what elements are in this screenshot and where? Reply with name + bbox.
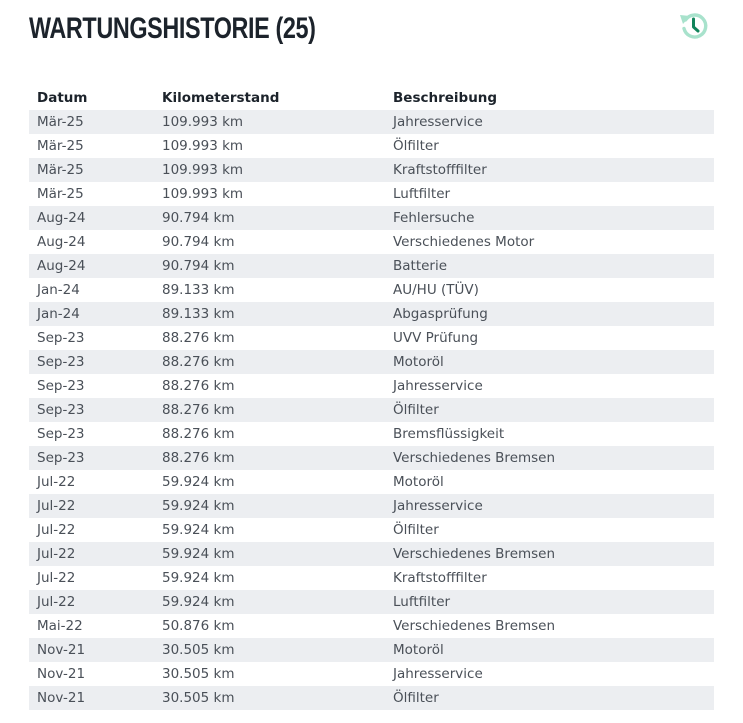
cell-description: Ölfilter bbox=[393, 522, 439, 538]
table-row bbox=[29, 254, 714, 278]
table-row bbox=[29, 374, 714, 398]
cell-date: Jul-22 bbox=[37, 522, 76, 538]
cell-description: Verschiedenes Bremsen bbox=[385, 542, 714, 566]
cell-date: Sep-23 bbox=[29, 446, 154, 470]
table-row bbox=[29, 662, 714, 686]
cell-date: Aug-24 bbox=[29, 254, 154, 278]
column-header-date: Datum bbox=[37, 90, 88, 106]
cell-mileage: 50.876 km bbox=[162, 618, 235, 634]
cell-date: Nov-21 bbox=[29, 686, 154, 710]
cell-description: Ölfilter bbox=[393, 138, 439, 154]
table-row bbox=[29, 182, 714, 206]
cell-description: Luftfilter bbox=[385, 590, 714, 614]
table-row bbox=[29, 494, 714, 518]
cell-date: Sep-23 bbox=[37, 330, 85, 346]
table-row bbox=[29, 422, 714, 446]
cell-mileage: 90.794 km bbox=[154, 206, 385, 230]
cell-mileage: 88.276 km bbox=[162, 426, 235, 442]
cell-description: Verschiedenes Bremsen bbox=[393, 618, 556, 634]
cell-description: Motoröl bbox=[385, 638, 714, 662]
table-row bbox=[29, 470, 714, 494]
cell-date: Mai-22 bbox=[37, 618, 83, 634]
cell-mileage: 109.993 km bbox=[154, 158, 385, 182]
cell-mileage: 59.924 km bbox=[154, 542, 385, 566]
cell-date: Aug-24 bbox=[29, 206, 154, 230]
maintenance-history-table bbox=[29, 86, 714, 710]
cell-date: Mär-25 bbox=[29, 158, 154, 182]
cell-description: Luftfilter bbox=[393, 186, 451, 202]
cell-date: Jan-24 bbox=[29, 302, 154, 326]
table-row bbox=[29, 326, 714, 350]
cell-description: Fehlersuche bbox=[385, 206, 714, 230]
cell-mileage: 88.276 km bbox=[154, 446, 385, 470]
cell-description: Jahresservice bbox=[385, 110, 714, 134]
cell-mileage: 88.276 km bbox=[162, 378, 235, 394]
cell-date: Mär-25 bbox=[37, 186, 84, 202]
cell-mileage: 89.133 km bbox=[154, 302, 385, 326]
cell-mileage: 109.993 km bbox=[154, 110, 385, 134]
cell-date: Nov-21 bbox=[37, 666, 86, 682]
table-row bbox=[29, 158, 714, 182]
history-clock-icon bbox=[677, 9, 711, 43]
table-row bbox=[29, 206, 714, 230]
cell-date: Sep-23 bbox=[29, 398, 154, 422]
cell-date: Jul-22 bbox=[29, 494, 154, 518]
cell-description: Motoröl bbox=[393, 474, 444, 490]
cell-description: Verschiedenes Bremsen bbox=[385, 446, 714, 470]
table-row bbox=[29, 398, 714, 422]
cell-description: Motoröl bbox=[385, 350, 714, 374]
cell-mileage: 59.924 km bbox=[162, 474, 235, 490]
cell-mileage: 89.133 km bbox=[162, 282, 235, 298]
history-button[interactable] bbox=[676, 8, 712, 44]
cell-description: Bremsflüssigkeit bbox=[393, 426, 505, 442]
cell-description: UVV Prüfung bbox=[393, 330, 479, 346]
cell-date: Mär-25 bbox=[29, 110, 154, 134]
table-row bbox=[29, 134, 714, 158]
table-row bbox=[29, 638, 714, 662]
cell-mileage: 30.505 km bbox=[154, 686, 385, 710]
table-row bbox=[29, 542, 714, 566]
cell-description: Kraftstofffilter bbox=[393, 570, 487, 586]
table-row bbox=[29, 446, 714, 470]
table-row bbox=[29, 302, 714, 326]
cell-mileage: 59.924 km bbox=[162, 522, 235, 538]
cell-mileage: 59.924 km bbox=[154, 590, 385, 614]
table-row bbox=[29, 686, 714, 710]
cell-description: Jahresservice bbox=[385, 494, 714, 518]
cell-description: Kraftstofffilter bbox=[385, 158, 714, 182]
cell-description: Abgasprüfung bbox=[385, 302, 714, 326]
table-row bbox=[29, 350, 714, 374]
table-row bbox=[29, 590, 714, 614]
table-header-row bbox=[29, 86, 714, 110]
cell-description: Ölfilter bbox=[385, 398, 714, 422]
cell-description: Verschiedenes Motor bbox=[393, 234, 535, 250]
cell-date: Sep-23 bbox=[29, 350, 154, 374]
cell-description: AU/HU (TÜV) bbox=[393, 282, 479, 298]
table-row bbox=[29, 518, 714, 542]
table-row bbox=[29, 614, 714, 638]
cell-description: Ölfilter bbox=[385, 686, 714, 710]
cell-date: Nov-21 bbox=[29, 638, 154, 662]
cell-mileage: 88.276 km bbox=[162, 330, 235, 346]
cell-date: Jul-22 bbox=[29, 542, 154, 566]
cell-date: Aug-24 bbox=[37, 234, 86, 250]
column-header-description: Beschreibung bbox=[393, 90, 498, 106]
table-row bbox=[29, 278, 714, 302]
cell-description: Batterie bbox=[385, 254, 714, 278]
cell-date: Jan-24 bbox=[37, 282, 80, 298]
cell-date: Jul-22 bbox=[37, 570, 76, 586]
cell-mileage: 109.993 km bbox=[162, 138, 244, 154]
cell-date: Mär-25 bbox=[37, 138, 84, 154]
cell-date: Jul-22 bbox=[29, 590, 154, 614]
cell-mileage: 88.276 km bbox=[154, 350, 385, 374]
cell-mileage: 30.505 km bbox=[162, 666, 235, 682]
table-row bbox=[29, 110, 714, 134]
cell-mileage: 88.276 km bbox=[154, 398, 385, 422]
table-row bbox=[29, 230, 714, 254]
cell-mileage: 109.993 km bbox=[162, 186, 244, 202]
cell-mileage: 30.505 km bbox=[154, 638, 385, 662]
cell-description: Jahresservice bbox=[393, 378, 483, 394]
column-header-mileage: Kilometerstand bbox=[162, 90, 280, 106]
cell-date: Jul-22 bbox=[37, 474, 76, 490]
cell-date: Sep-23 bbox=[37, 426, 85, 442]
cell-date: Sep-23 bbox=[37, 378, 85, 394]
cell-mileage: 90.794 km bbox=[154, 254, 385, 278]
cell-mileage: 59.924 km bbox=[154, 494, 385, 518]
cell-mileage: 59.924 km bbox=[162, 570, 235, 586]
page-title: WARTUNGSHISTORIE (25) bbox=[29, 12, 316, 45]
cell-description: Jahresservice bbox=[393, 666, 483, 682]
cell-mileage: 90.794 km bbox=[162, 234, 235, 250]
table-row bbox=[29, 566, 714, 590]
